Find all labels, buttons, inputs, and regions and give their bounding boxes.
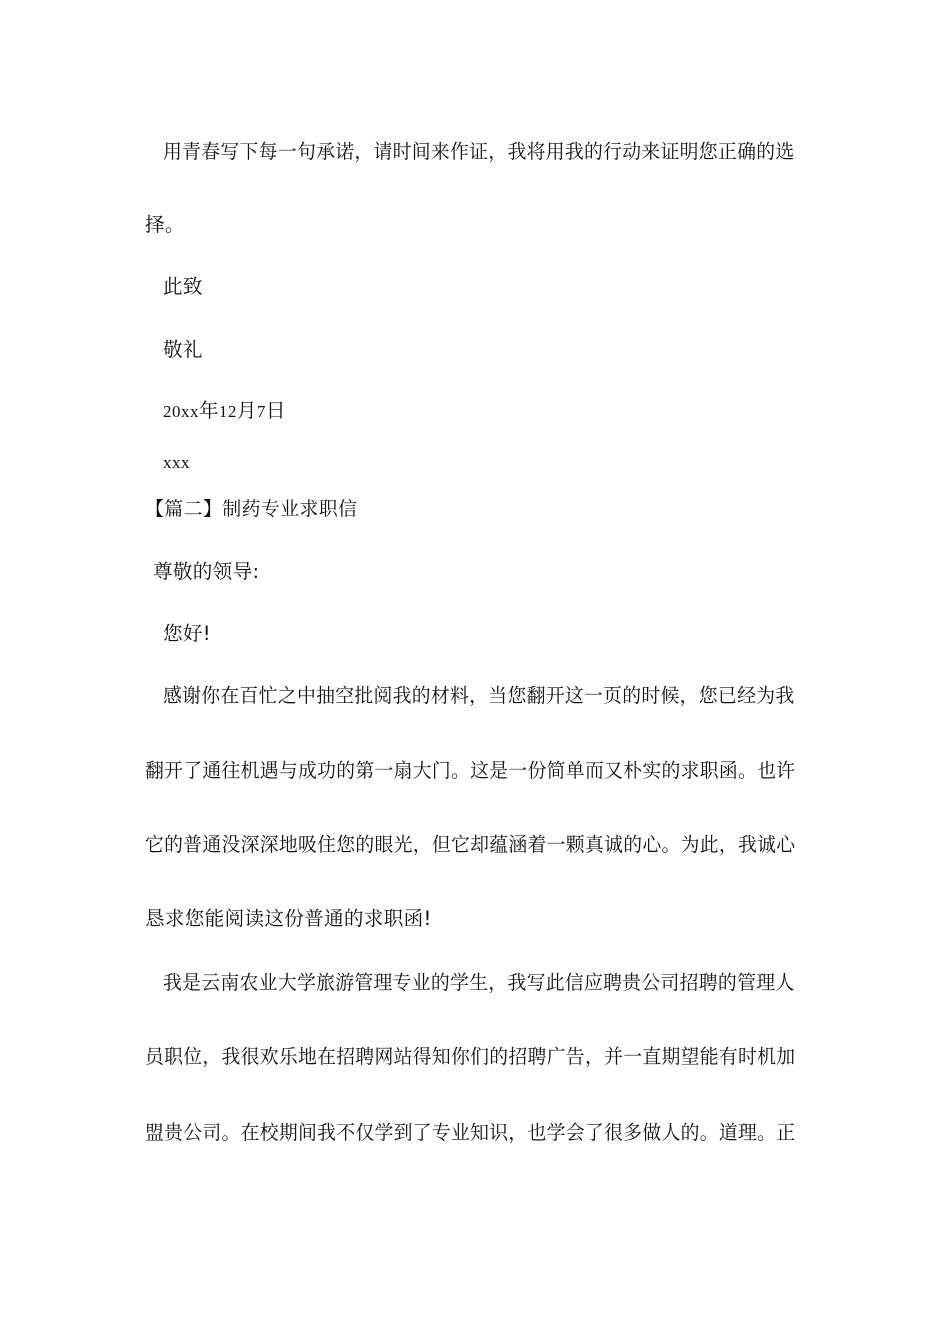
signature: xxx xyxy=(163,453,190,472)
thanks-paragraph-line-3: 它的普通没深深地吸住您的眼光，但它却蕴涵着一颗真诚的心。为此，我诚心 xyxy=(145,833,796,856)
thanks-paragraph-line-1: 感谢你在百忙之中抽空批阅我的材料，当您翻开这一页的时候，您已经为我 xyxy=(163,684,795,707)
date-day-unit: 日 xyxy=(265,399,286,422)
date-month: 12 xyxy=(218,402,237,421)
date-day: 7 xyxy=(256,402,266,421)
intro-paragraph-line-2: 员职位，我很欢乐地在招聘网站得知你们的招聘广告，并一直期望能有时机加 xyxy=(145,1045,796,1068)
closing-paragraph-line-1: 用青春写下每一句承诺，请时间来作证，我将用我的行动来证明您正确的选 xyxy=(163,140,795,163)
letter-date xyxy=(163,398,286,425)
greeting: 尊敬的领导: xyxy=(153,560,260,583)
thanks-paragraph-line-4: 恳求您能阅读这份普通的求职函! xyxy=(145,907,432,930)
intro-paragraph-line-3: 盟贵公司。在校期间我不仅学到了专业知识，也学会了很多做人的。道理。正 xyxy=(145,1121,796,1144)
thanks-paragraph-line-2: 翻开了通往机遇与成功的第一扇大门。这是一份简单而又朴实的求职函。也许 xyxy=(145,759,796,782)
section-title: 【篇二】制药专业求职信 xyxy=(145,498,358,520)
salutation: 此致 xyxy=(163,275,203,298)
closing-paragraph-line-2: 择。 xyxy=(145,213,185,236)
date-year-unit: 年 xyxy=(199,399,219,422)
hello: 您好! xyxy=(163,622,211,645)
date-month-unit: 月 xyxy=(236,399,257,422)
date-year: 20xx xyxy=(163,402,199,421)
regards: 敬礼 xyxy=(163,338,203,361)
intro-paragraph-line-1: 我是云南农业大学旅游管理专业的学生，我写此信应聘贵公司招聘的管理人 xyxy=(163,971,795,994)
